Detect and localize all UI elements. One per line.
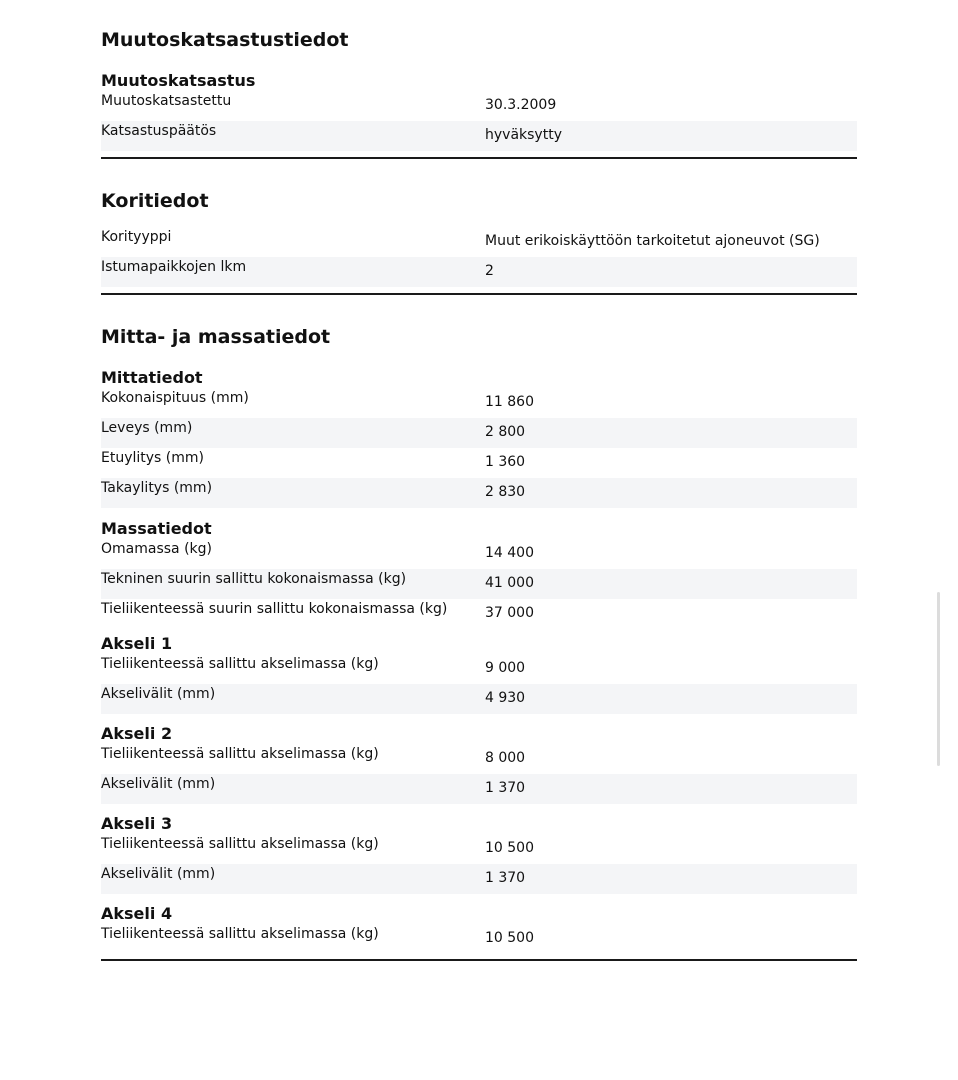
info-row [101,569,857,599]
subsection-title-muutoskatsastus: Muutoskatsastus [101,71,256,90]
info-row [101,388,857,418]
subsection-title-akseli-3: Akseli 3 [101,814,173,833]
info-row [101,418,857,448]
info-row [101,539,857,569]
row-label: Akselivälit (mm) [101,776,216,792]
info-row [101,227,857,257]
row-label: Tieliikenteessä suurin sallittu kokonaismassa (kg) [101,601,448,617]
vertical-scrollbar[interactable] [937,592,940,766]
info-row [101,684,857,714]
row-label: Tieliikenteessä sallittu akselimassa (kg) [101,746,379,762]
info-row [101,121,857,151]
info-row [101,834,857,864]
row-value: 8 000 [485,750,526,766]
subsection-title-mittatiedot: Mittatiedot [101,368,203,387]
row-label: Tieliikenteessä sallittu akselimassa (kg) [101,836,379,852]
section-title-koritiedot: Koritiedot [101,190,209,212]
row-label: Etuylitys (mm) [101,450,204,466]
row-label: Korityyppi [101,229,172,245]
row-label: Takaylitys (mm) [101,480,213,496]
row-value: Muut erikoiskäyttöön tarkoitetut ajoneuvot (SG) [485,233,820,249]
row-label: Tekninen suurin sallittu kokonaismassa (kg) [101,571,407,587]
row-label: Katsastuspäätös [101,123,217,139]
row-value: 2 800 [485,424,526,440]
row-value: 10 500 [485,930,534,946]
row-label: Istumapaikkojen lkm [101,259,247,275]
row-value: 9 000 [485,660,526,676]
row-value: 41 000 [485,575,534,591]
row-value: 2 [485,263,494,279]
row-value: 1 370 [485,870,526,886]
section-title-muutoskatsastustiedot: Muutoskatsastustiedot [101,29,349,51]
info-row [101,924,857,954]
row-label: Omamassa (kg) [101,541,212,557]
info-row [101,599,857,629]
row-label: Kokonaispituus (mm) [101,390,249,406]
section-title-mitta-ja-massatiedot: Mitta- ja massatiedot [101,326,331,348]
subsection-title-akseli-4: Akseli 4 [101,904,173,923]
row-label: Leveys (mm) [101,420,193,436]
subsection-title-massatiedot: Massatiedot [101,519,212,538]
info-row [101,91,857,121]
info-row [101,448,857,478]
row-label: Tieliikenteessä sallittu akselimassa (kg) [101,656,379,672]
row-value: 10 500 [485,840,534,856]
row-value: 4 930 [485,690,526,706]
subsection-title-akseli-2: Akseli 2 [101,724,173,743]
row-label: Akselivälit (mm) [101,686,216,702]
row-label: Akselivälit (mm) [101,866,216,882]
info-row [101,654,857,684]
row-label: Tieliikenteessä sallittu akselimassa (kg) [101,926,379,942]
subsection-title-akseli-1: Akseli 1 [101,634,173,653]
section-divider [101,959,857,961]
info-row [101,864,857,894]
vehicle-details-document [101,0,857,961]
row-value: 37 000 [485,605,534,621]
row-value: 14 400 [485,545,534,561]
info-row [101,774,857,804]
info-row [101,478,857,508]
info-row [101,257,857,287]
row-value: 2 830 [485,484,526,500]
row-value: hyväksytty [485,127,562,143]
info-row [101,744,857,774]
row-value: 1 370 [485,780,526,796]
row-value: 11 860 [485,394,534,410]
row-value: 30.3.2009 [485,97,557,113]
row-label: Muutoskatsastettu [101,93,232,109]
row-value: 1 360 [485,454,526,470]
